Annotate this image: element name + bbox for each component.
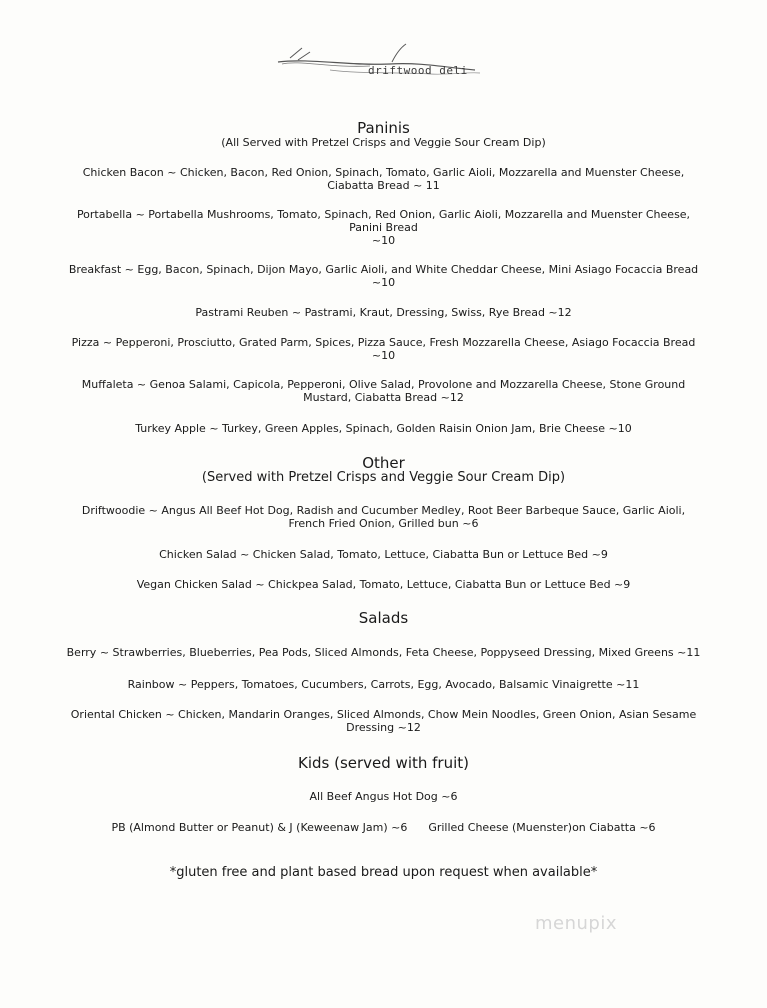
menu-item-pizza: Pizza ~ Pepperoni, Prosciutto, Grated Parm, Spices, Pizza Sauce, Fresh Mozzarella Cheese, Asiago Focaccia Bread	[71, 336, 696, 349]
menu-item-turkey-apple: Turkey Apple ~ Turkey, Green Apples, Spinach, Golden Raisin Onion Jam, Brie Cheese ~10	[135, 422, 632, 435]
menu-item-portabella-cont: Panini Bread	[349, 221, 418, 234]
section-title-paninis: Paninis	[357, 119, 410, 137]
menu-item-breakfast: Breakfast ~ Egg, Bacon, Spinach, Dijon Mayo, Garlic Aioli, and White Cheddar Cheese, Mini Asiago Focaccia Bread	[68, 263, 699, 276]
menu-item-pbj-grilled-cheese: PB (Almond Butter or Peanut) & J (Keweenaw Jam) ~6 Grilled Cheese (Muenster)on Ciabatta ~6	[111, 821, 656, 834]
menu-item-oriental-chicken-cont: Dressing ~12	[346, 721, 421, 734]
menu-item-driftwoodie-cont: French Fried Onion, Grilled bun ~6	[288, 517, 479, 530]
menu-item-pizza-price: ~10	[371, 349, 396, 362]
menu-item-oriental-chicken: Oriental Chicken ~ Chicken, Mandarin Oranges, Sliced Almonds, Chow Mein Noodles, Green Onion, Asian Sesame	[70, 708, 697, 721]
menu-item-vegan-chicken-salad: Vegan Chicken Salad ~ Chickpea Salad, Tomato, Lettuce, Ciabatta Bun or Lettuce Bed ~9	[136, 578, 631, 591]
menu-item-chicken-bacon-cont: Ciabatta Bread ~ 11	[327, 179, 440, 192]
driftwood-logo-icon	[270, 40, 485, 85]
section-subtitle-paninis: (All Served with Pretzel Crisps and Veggie Sour Cream Dip)	[221, 136, 546, 149]
menu-item-hot-dog-kids: All Beef Angus Hot Dog ~6	[309, 790, 458, 803]
menu-item-muffaleta-cont: Mustard, Ciabatta Bread ~12	[303, 391, 464, 404]
menu-item-chicken-salad: Chicken Salad ~ Chicken Salad, Tomato, Lettuce, Ciabatta Bun or Lettuce Bed ~9	[159, 548, 608, 561]
logo-text: driftwood deli	[368, 64, 468, 77]
menu-item-portabella: Portabella ~ Portabella Mushrooms, Tomato, Spinach, Red Onion, Garlic Aioli, Mozzarella and Muenster Cheese,	[76, 208, 691, 221]
menu-item-portabella-price: ~10	[371, 234, 396, 247]
section-title-other: Other	[362, 454, 405, 472]
menu-item-breakfast-price: ~10	[371, 276, 396, 289]
menu-item-muffaleta: Muffaleta ~ Genoa Salami, Capicola, Pepperoni, Olive Salad, Provolone and Mozzarella Cheese, Stone Ground	[81, 378, 686, 391]
section-subtitle-other: (Served with Pretzel Crisps and Veggie Sour Cream Dip)	[201, 470, 566, 485]
menu-item-chicken-bacon: Chicken Bacon ~ Chicken, Bacon, Red Onion, Spinach, Tomato, Garlic Aioli, Mozzarella and Muenster Cheese,	[82, 166, 685, 179]
menu-item-driftwoodie: Driftwoodie ~ Angus All Beef Hot Dog, Radish and Cucumber Medley, Root Beer Barbeque Sauce, Garlic Aioli,	[81, 504, 686, 517]
menu-item-pastrami-reuben: Pastrami Reuben ~ Pastrami, Kraut, Dressing, Swiss, Rye Bread ~12	[195, 306, 572, 319]
menu-item-rainbow: Rainbow ~ Peppers, Tomatoes, Cucumbers, Carrots, Egg, Avocado, Balsamic Vinaigrette ~11	[127, 678, 640, 691]
footer-note: *gluten free and plant based bread upon request when available*	[169, 865, 598, 880]
section-title-kids: Kids (served with fruit)	[297, 754, 469, 772]
watermark: menupix	[535, 913, 618, 934]
menu-item-berry: Berry ~ Strawberries, Blueberries, Pea Pods, Sliced Almonds, Feta Cheese, Poppyseed Dressing, Mixed Greens ~11	[66, 646, 701, 659]
section-title-salads: Salads	[358, 609, 409, 627]
